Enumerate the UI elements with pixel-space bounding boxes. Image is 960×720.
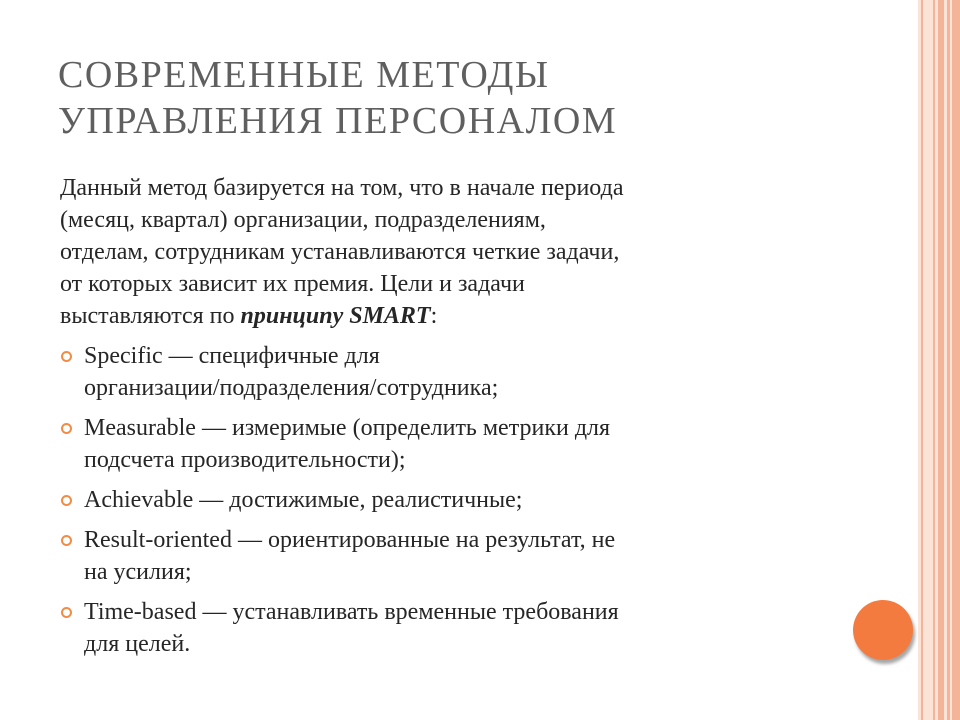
intro-line: от которых зависит их премия. Цели и задачи — [60, 271, 525, 297]
bullet-line: подсчета производительности); — [84, 447, 406, 473]
bullet-line: Specific — специфичные для — [84, 343, 380, 369]
list-item — [60, 412, 860, 476]
ring-bullet-icon — [61, 607, 72, 618]
intro-paragraph — [60, 172, 860, 332]
list-item — [60, 596, 860, 660]
intro-suffix: : — [430, 303, 438, 329]
intro-line: отделам, сотрудникам устанавливаются четкие задачи, — [60, 239, 620, 265]
list-item — [60, 340, 860, 404]
smart-criteria-list — [60, 340, 860, 660]
decorative-stripes — [918, 0, 960, 720]
ring-bullet-icon — [61, 495, 72, 506]
intro-line: Данный метод базируется на том, что в начале периода — [60, 175, 624, 201]
list-item — [60, 524, 860, 588]
title-line: УПРАВЛЕНИЯ ПЕРСОНАЛОМ — [58, 100, 618, 142]
list-item — [60, 484, 860, 516]
bullet-line: на усилия; — [84, 559, 192, 585]
smart-emphasis: принципу SMART — [240, 303, 431, 329]
bullet-line: Time-based — устанавливать временные требования — [84, 599, 619, 625]
slide-body — [60, 172, 860, 660]
slide-title — [58, 52, 878, 144]
bullet-line: Measurable — измеримые (определить метрики для — [84, 415, 611, 441]
bullet-line: для целей. — [84, 631, 191, 657]
orange-circle-decoration — [853, 600, 913, 660]
bullet-line: Result-oriented — ориентированные на результат, не — [84, 527, 616, 553]
intro-line — [60, 300, 860, 332]
bullet-line: организации/подразделения/сотрудника; — [84, 375, 499, 401]
bullet-line: Achievable — достижимые, реалистичные; — [84, 487, 523, 513]
ring-bullet-icon — [61, 535, 72, 546]
ring-bullet-icon — [61, 351, 72, 362]
intro-line: (месяц, квартал) организации, подразделениям, — [60, 207, 546, 233]
intro-last-prefix: выставляются по — [60, 303, 241, 329]
title-line: СОВРЕМЕННЫЕ МЕТОДЫ — [58, 54, 550, 96]
ring-bullet-icon — [61, 423, 72, 434]
